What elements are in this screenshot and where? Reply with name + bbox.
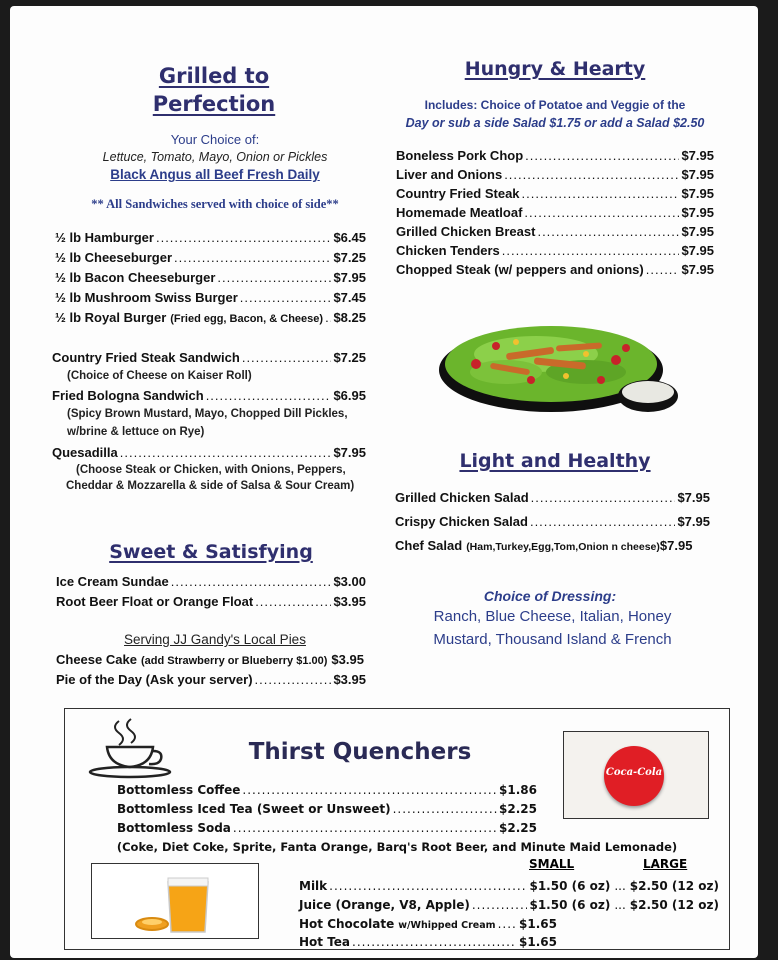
item-price: $7.25 xyxy=(333,350,366,365)
item-price: $7.95 xyxy=(681,243,714,258)
menu-page xyxy=(10,6,758,958)
item-price: $7.25 xyxy=(333,250,366,265)
item-price: $3.00 xyxy=(333,574,366,589)
dressing-line1: Ranch, Blue Cheese, Italian, Honey xyxy=(433,608,672,625)
drink-item xyxy=(117,821,537,835)
item-name: Chopped Steak (w/ peppers and onions) xyxy=(396,262,644,277)
item-price: $7.95 xyxy=(681,186,714,201)
item-name: Grilled Chicken Breast xyxy=(396,224,536,239)
item-name: Chicken Tenders xyxy=(396,243,500,258)
juice-glass-icon xyxy=(92,864,258,938)
col-large: LARGE xyxy=(643,857,688,871)
item-price: $1.65 xyxy=(519,935,557,949)
includes-line1: Includes: Choice of Potatoe and Veggie of the xyxy=(424,98,686,112)
entree-item xyxy=(396,167,714,182)
item-name: Country Fried Steak xyxy=(396,186,520,201)
item-name: Milk xyxy=(299,879,328,893)
item-name: Pie of the Day (Ask your server) xyxy=(56,672,253,687)
price-large: $2.50 (12 oz) xyxy=(629,879,719,893)
item-name: ½ lb Mushroom Swiss Burger xyxy=(55,290,238,305)
entree-item xyxy=(396,205,714,220)
orange-juice-image xyxy=(91,863,259,939)
entree-item xyxy=(396,148,714,163)
item-price: $1.86 xyxy=(499,783,537,797)
item-note: (Choice of Cheese on Kaiser Roll) xyxy=(67,370,252,382)
item-price: $7.95 xyxy=(681,262,714,277)
burger-item xyxy=(55,250,366,265)
coke-logo-text: Coca-Cola xyxy=(605,767,663,778)
dressing-title: Choice of Dressing: xyxy=(483,588,617,604)
item-name: ½ lb Royal Burger xyxy=(55,310,167,325)
grilled-title-line1: Grilled to xyxy=(158,64,270,88)
burger-item xyxy=(55,230,366,245)
dessert-item xyxy=(56,594,366,609)
salad-item xyxy=(395,538,713,553)
item-name: Chef Salad xyxy=(395,538,463,553)
item-name: Hot Chocolate xyxy=(299,917,395,931)
item-name: Hot Tea xyxy=(299,935,351,949)
item-price: $7.95 xyxy=(333,445,366,460)
drinks-section xyxy=(64,708,730,950)
grilled-title xyxy=(130,62,298,118)
item-price: $7.95 xyxy=(677,514,710,529)
item-name: Grilled Chicken Salad xyxy=(395,490,529,505)
item-price: $7.95 xyxy=(659,538,693,553)
sized-drink: Milk ..... $1.50 (6 oz) ... $2.50 (12 oz) xyxy=(299,879,719,893)
entree-item xyxy=(396,243,714,258)
includes-line2: Day or sub a side Salad $1.75 or add a Salad $2.50 xyxy=(405,116,705,130)
item-name: Homemade Meatloaf xyxy=(396,205,523,220)
item-name: Bottomless Soda xyxy=(117,821,231,835)
beef-note: Black Angus all Beef Fresh Daily xyxy=(110,167,320,182)
item-name: Liver and Onions xyxy=(396,167,503,182)
entree-item xyxy=(396,262,714,277)
sandwich-item xyxy=(52,388,366,403)
item-price: $7.95 xyxy=(677,490,710,505)
item-name: ½ lb Bacon Cheeseburger xyxy=(55,270,216,285)
hot-chocolate xyxy=(299,917,557,931)
choice-items: Lettuce, Tomato, Mayo, Onion or Pickles xyxy=(102,150,328,164)
salad-item xyxy=(395,490,710,505)
hot-tea xyxy=(299,935,557,949)
item-price: $6.95 xyxy=(333,388,366,403)
item-note: (Choose Steak or Chicken, with Onions, Peppers, xyxy=(76,464,346,476)
item-name: Boneless Pork Chop xyxy=(396,148,524,163)
coca-cola-logo xyxy=(563,731,709,819)
item-detail: (Fried egg, Bacon, & Cheese) xyxy=(170,313,324,325)
soda-list: (Coke, Diet Coke, Sprite, Fanta Orange, Barq's Root Beer, and Minute Maid Lemonade) xyxy=(116,840,678,854)
item-price: $7.95 xyxy=(681,224,714,239)
item-price: $7.95 xyxy=(681,205,714,220)
item-name: Bottomless Coffee xyxy=(117,783,241,797)
salad-item xyxy=(395,514,710,529)
burger-item xyxy=(55,310,366,325)
item-name: Crispy Chicken Salad xyxy=(395,514,528,529)
item-price: $1.65 xyxy=(519,917,557,931)
drinks-title: Thirst Quenchers xyxy=(248,739,472,765)
item-name: ½ lb Cheeseburger xyxy=(55,250,173,265)
sized-drink: Juice (Orange, V8, Apple) ..... $1.50 (6 oz) ... $2.50 (12 oz) xyxy=(299,898,719,912)
item-price: $7.95 xyxy=(333,270,366,285)
col-small: SMALL xyxy=(529,857,575,871)
burger-item xyxy=(55,270,366,285)
entree-item xyxy=(396,186,714,201)
item-price: $7.95 xyxy=(681,148,714,163)
item-price: $7.95 xyxy=(681,167,714,182)
item-name: Cheese Cake xyxy=(56,652,137,667)
price-small: $1.50 (6 oz) xyxy=(529,898,611,912)
item-name: Country Fried Steak Sandwich xyxy=(52,350,240,365)
item-note: (Spicy Brown Mustard, Mayo, Chopped Dill Pickles, xyxy=(67,408,348,420)
item-detail: (add Strawberry or Blueberry $1.00) xyxy=(140,655,328,667)
pies-title: Serving JJ Gandy's Local Pies xyxy=(124,632,306,647)
dessert-item xyxy=(56,574,366,589)
choice-title: Your Choice of: xyxy=(170,132,260,147)
item-name: ½ lb Hamburger xyxy=(55,230,154,245)
item-price: $2.25 xyxy=(499,802,537,816)
item-detail: w/Whipped Cream xyxy=(398,920,496,931)
price-large: $2.50 (12 oz) xyxy=(629,898,719,912)
drink-item xyxy=(117,783,537,797)
item-price: $3.95 xyxy=(333,594,366,609)
item-name: Fried Bologna Sandwich xyxy=(52,388,204,403)
pie-item xyxy=(56,652,366,667)
pie-item xyxy=(56,672,366,687)
item-name: Ice Cream Sundae xyxy=(56,574,169,589)
light-title: Light and Healthy xyxy=(459,450,651,472)
item-price: $3.95 xyxy=(333,672,366,687)
item-price: $6.45 xyxy=(333,230,366,245)
salad-platter-image xyxy=(436,314,686,420)
price-small: $1.50 (6 oz) xyxy=(529,879,611,893)
sandwich-item xyxy=(52,445,366,460)
sweet-title: Sweet & Satisfying xyxy=(109,541,313,563)
entree-item xyxy=(396,224,714,239)
drink-item xyxy=(117,802,537,816)
item-price: $8.25 xyxy=(333,310,366,325)
item-price: $7.45 xyxy=(333,290,366,305)
item-price: $2.25 xyxy=(499,821,537,835)
item-name: Bottomless Iced Tea (Sweet or Unsweet) xyxy=(117,802,391,816)
item-price: $3.95 xyxy=(331,652,364,667)
sandwich-item xyxy=(52,350,366,365)
item-note: w/brine & lettuce on Rye) xyxy=(67,426,205,438)
grilled-title-line2: Perfection xyxy=(152,92,276,116)
coffee-cup-icon xyxy=(79,717,175,779)
burger-item xyxy=(55,290,366,305)
side-note: ** All Sandwiches served with choice of side** xyxy=(91,197,339,211)
item-name: Juice (Orange, V8, Apple) xyxy=(299,898,470,912)
dressing-line2: Mustard, Thousand Island & French xyxy=(433,631,672,648)
item-name: Root Beer Float or Orange Float xyxy=(56,594,254,609)
item-name: Quesadilla xyxy=(52,445,118,460)
hungry-title: Hungry & Hearty xyxy=(464,58,646,80)
item-note: Cheddar & Mozzarella & side of Salsa & Sour Cream) xyxy=(66,480,355,492)
item-detail: (Ham,Turkey,Egg,Tom,Onion n cheese) xyxy=(466,541,660,553)
